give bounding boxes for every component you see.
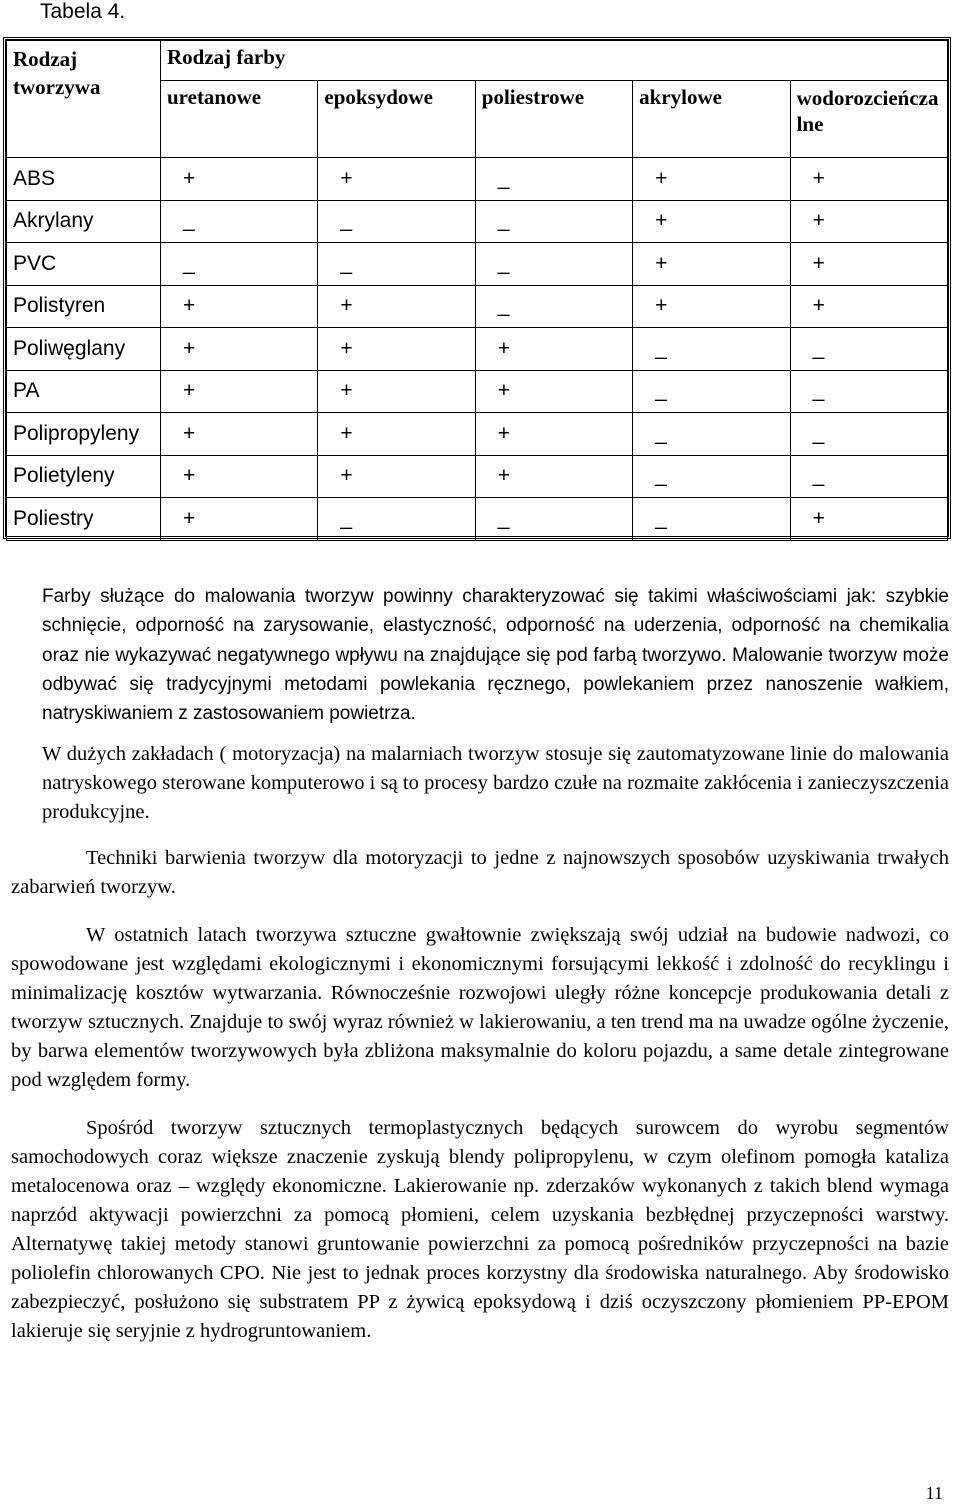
- compatibility-mark: _: [633, 455, 790, 498]
- compatibility-mark: +: [790, 285, 947, 328]
- column-header: epoksydowe: [318, 81, 475, 158]
- paint-compatibility-table: [3, 37, 951, 539]
- compatibility-mark: +: [318, 158, 475, 201]
- compatibility-mark: +: [318, 328, 475, 371]
- table-row: [7, 413, 948, 456]
- compatibility-mark: +: [161, 158, 318, 201]
- compatibility-mark: _: [790, 413, 947, 456]
- compatibility-mark: +: [790, 498, 947, 541]
- corner-header: Rodzaj tworzywa: [7, 41, 161, 158]
- compatibility-mark: _: [633, 498, 790, 541]
- compatibility-mark: _: [318, 243, 475, 286]
- row-label: ABS: [7, 158, 161, 201]
- paragraph-techniques: Techniki barwienia tworzyw dla motoryzacji to jedne z najnowszych sposobów uzyskiwania trwałych zabarwień tworzyw.: [11, 847, 949, 899]
- table-row: [7, 498, 948, 541]
- compatibility-mark: _: [475, 498, 632, 541]
- compatibility-mark: _: [633, 328, 790, 371]
- compatibility-mark: +: [790, 158, 947, 201]
- row-label: PA: [7, 370, 161, 413]
- paragraph-intro-text-b: Malowanie tworzyw może odbywać się tradycyjnymi metodami powlekania ręcznego, powlekaniem przez nanoszenie wałkiem, natryskiwaniem z zastosowaniem powietrza.: [42, 644, 949, 725]
- compatibility-mark: _: [475, 243, 632, 286]
- row-label: Polipropyleny: [7, 413, 161, 456]
- compatibility-mark: +: [318, 413, 475, 456]
- table-row: [7, 158, 948, 201]
- row-label: Poliwęglany: [7, 328, 161, 371]
- compatibility-mark: +: [318, 285, 475, 328]
- table-row: [7, 200, 948, 243]
- table-row: [7, 285, 948, 328]
- column-header: akrylowe: [633, 81, 790, 158]
- compatibility-mark: +: [161, 328, 318, 371]
- column-header: uretanowe: [161, 81, 318, 158]
- paragraph-polypropylene: Spośród tworzyw sztucznych termoplastycznych będących surowcem do wyrobu segmentów samochodowych coraz większe znaczenie zyskują blendy polipropylenu, w czym olefinom pomogła kataliza metalocenowa oraz – względy ekonomiczne. Lakierowanie np. zderzaków wykonanych z takich blend wymaga naprzód aktywacji powierzchni za pomocą płomieni, celem uzyskania bezbłędnej przyczepności warstwy. Alternatywę takiej metody stanowi gruntowanie powierzchni za pomocą pośredników przyczepności na bazie poliolefin chlorowanych CPO. Nie jest to jednak proces korzystny dla środowiska naturalnego. Aby środowisko zabezpieczyć, posłużono się substratem PP z żywicą epoksydową i dziś oczyszczony płomieniem PP-EPOM lakieruje się seryjnie z hydrogruntowaniem.: [11, 1117, 949, 1343]
- compatibility-mark: _: [475, 285, 632, 328]
- paragraph-recent-years: W ostatnich latach tworzywa sztuczne gwałtownie zwiększają swój udział na budowie nadwozi, co spowodowane jest względami ekologicznymi i ekonomicznymi forsującymi lekkość i zdolność do recyklingu i minimalizację kosztów wytwarzania. Równocześnie rozwojowi uległy różne koncepcje produkowania detali z tworzyw sztucznych. Znajduje to swój wyraz również w lakierowaniu, a ten trend ma na uwadze ogólne życzenie, by barwa elementów tworzywowych była zbliżona maksymalnie do koloru pojazdu, a same detale zintegrowane pod względem formy.: [11, 924, 949, 1092]
- column-header: wodorozcieńczalne: [790, 81, 947, 158]
- compatibility-mark: _: [318, 498, 475, 541]
- compatibility-mark: +: [318, 455, 475, 498]
- compatibility-mark: +: [475, 413, 632, 456]
- compatibility-mark: +: [475, 328, 632, 371]
- compatibility-mark: +: [161, 455, 318, 498]
- compatibility-mark: _: [318, 200, 475, 243]
- compatibility-mark: +: [161, 498, 318, 541]
- paragraph-intro-text: Farby służące do malowania tworzyw powinny charakteryzować się takimi właściwościami jak: szybkie schnięcie, odporność na zarysowanie, elastyczność, odporność na uderzenia, odporność na chemikalia oraz nie wykazywać negatywnego wpływu na znajdujące się pod farbą tworzywo.: [42, 586, 949, 666]
- row-label: PVC: [7, 243, 161, 286]
- table-caption: Tabela 4.: [40, 0, 126, 23]
- compatibility-mark: _: [633, 413, 790, 456]
- table-row: [7, 328, 948, 371]
- compatibility-mark: _: [161, 243, 318, 286]
- compatibility-mark: _: [790, 455, 947, 498]
- compatibility-mark: _: [475, 200, 632, 243]
- row-label: Polietyleny: [7, 455, 161, 498]
- compatibility-mark: _: [475, 158, 632, 201]
- compatibility-mark: +: [790, 200, 947, 243]
- table-row: [7, 370, 948, 413]
- row-label: Polistyren: [7, 285, 161, 328]
- compatibility-mark: _: [790, 328, 947, 371]
- group-header: Rodzaj farby: [161, 41, 948, 81]
- compatibility-mark: +: [790, 243, 947, 286]
- compatibility-mark: _: [790, 370, 947, 413]
- compatibility-mark: +: [475, 370, 632, 413]
- compatibility-mark: +: [161, 370, 318, 413]
- row-label: Akrylany: [7, 200, 161, 243]
- paragraph-automation: W dużych zakładach ( motoryzacja) na malarniach tworzyw stosuje się zautomatyzowane linie do malowania natryskowego sterowane komputerowo i są to procesy bardzo czułe na rozmaite zakłócenia i zanieczyszczenia produkcyjne.: [42, 743, 949, 824]
- row-label: Poliestry: [7, 498, 161, 541]
- paragraph-intro: [11, 582, 949, 728]
- compatibility-mark: +: [633, 200, 790, 243]
- table-row: [7, 243, 948, 286]
- page-number: 11: [925, 1483, 943, 1503]
- table-row: [7, 455, 948, 498]
- compatibility-mark: +: [161, 285, 318, 328]
- compatibility-mark: _: [633, 370, 790, 413]
- compatibility-mark: _: [161, 200, 318, 243]
- compatibility-mark: +: [633, 158, 790, 201]
- compatibility-mark: +: [475, 455, 632, 498]
- compatibility-mark: +: [318, 370, 475, 413]
- column-header: poliestrowe: [475, 81, 632, 158]
- compatibility-mark: +: [633, 243, 790, 286]
- compatibility-mark: +: [633, 285, 790, 328]
- compatibility-mark: +: [161, 413, 318, 456]
